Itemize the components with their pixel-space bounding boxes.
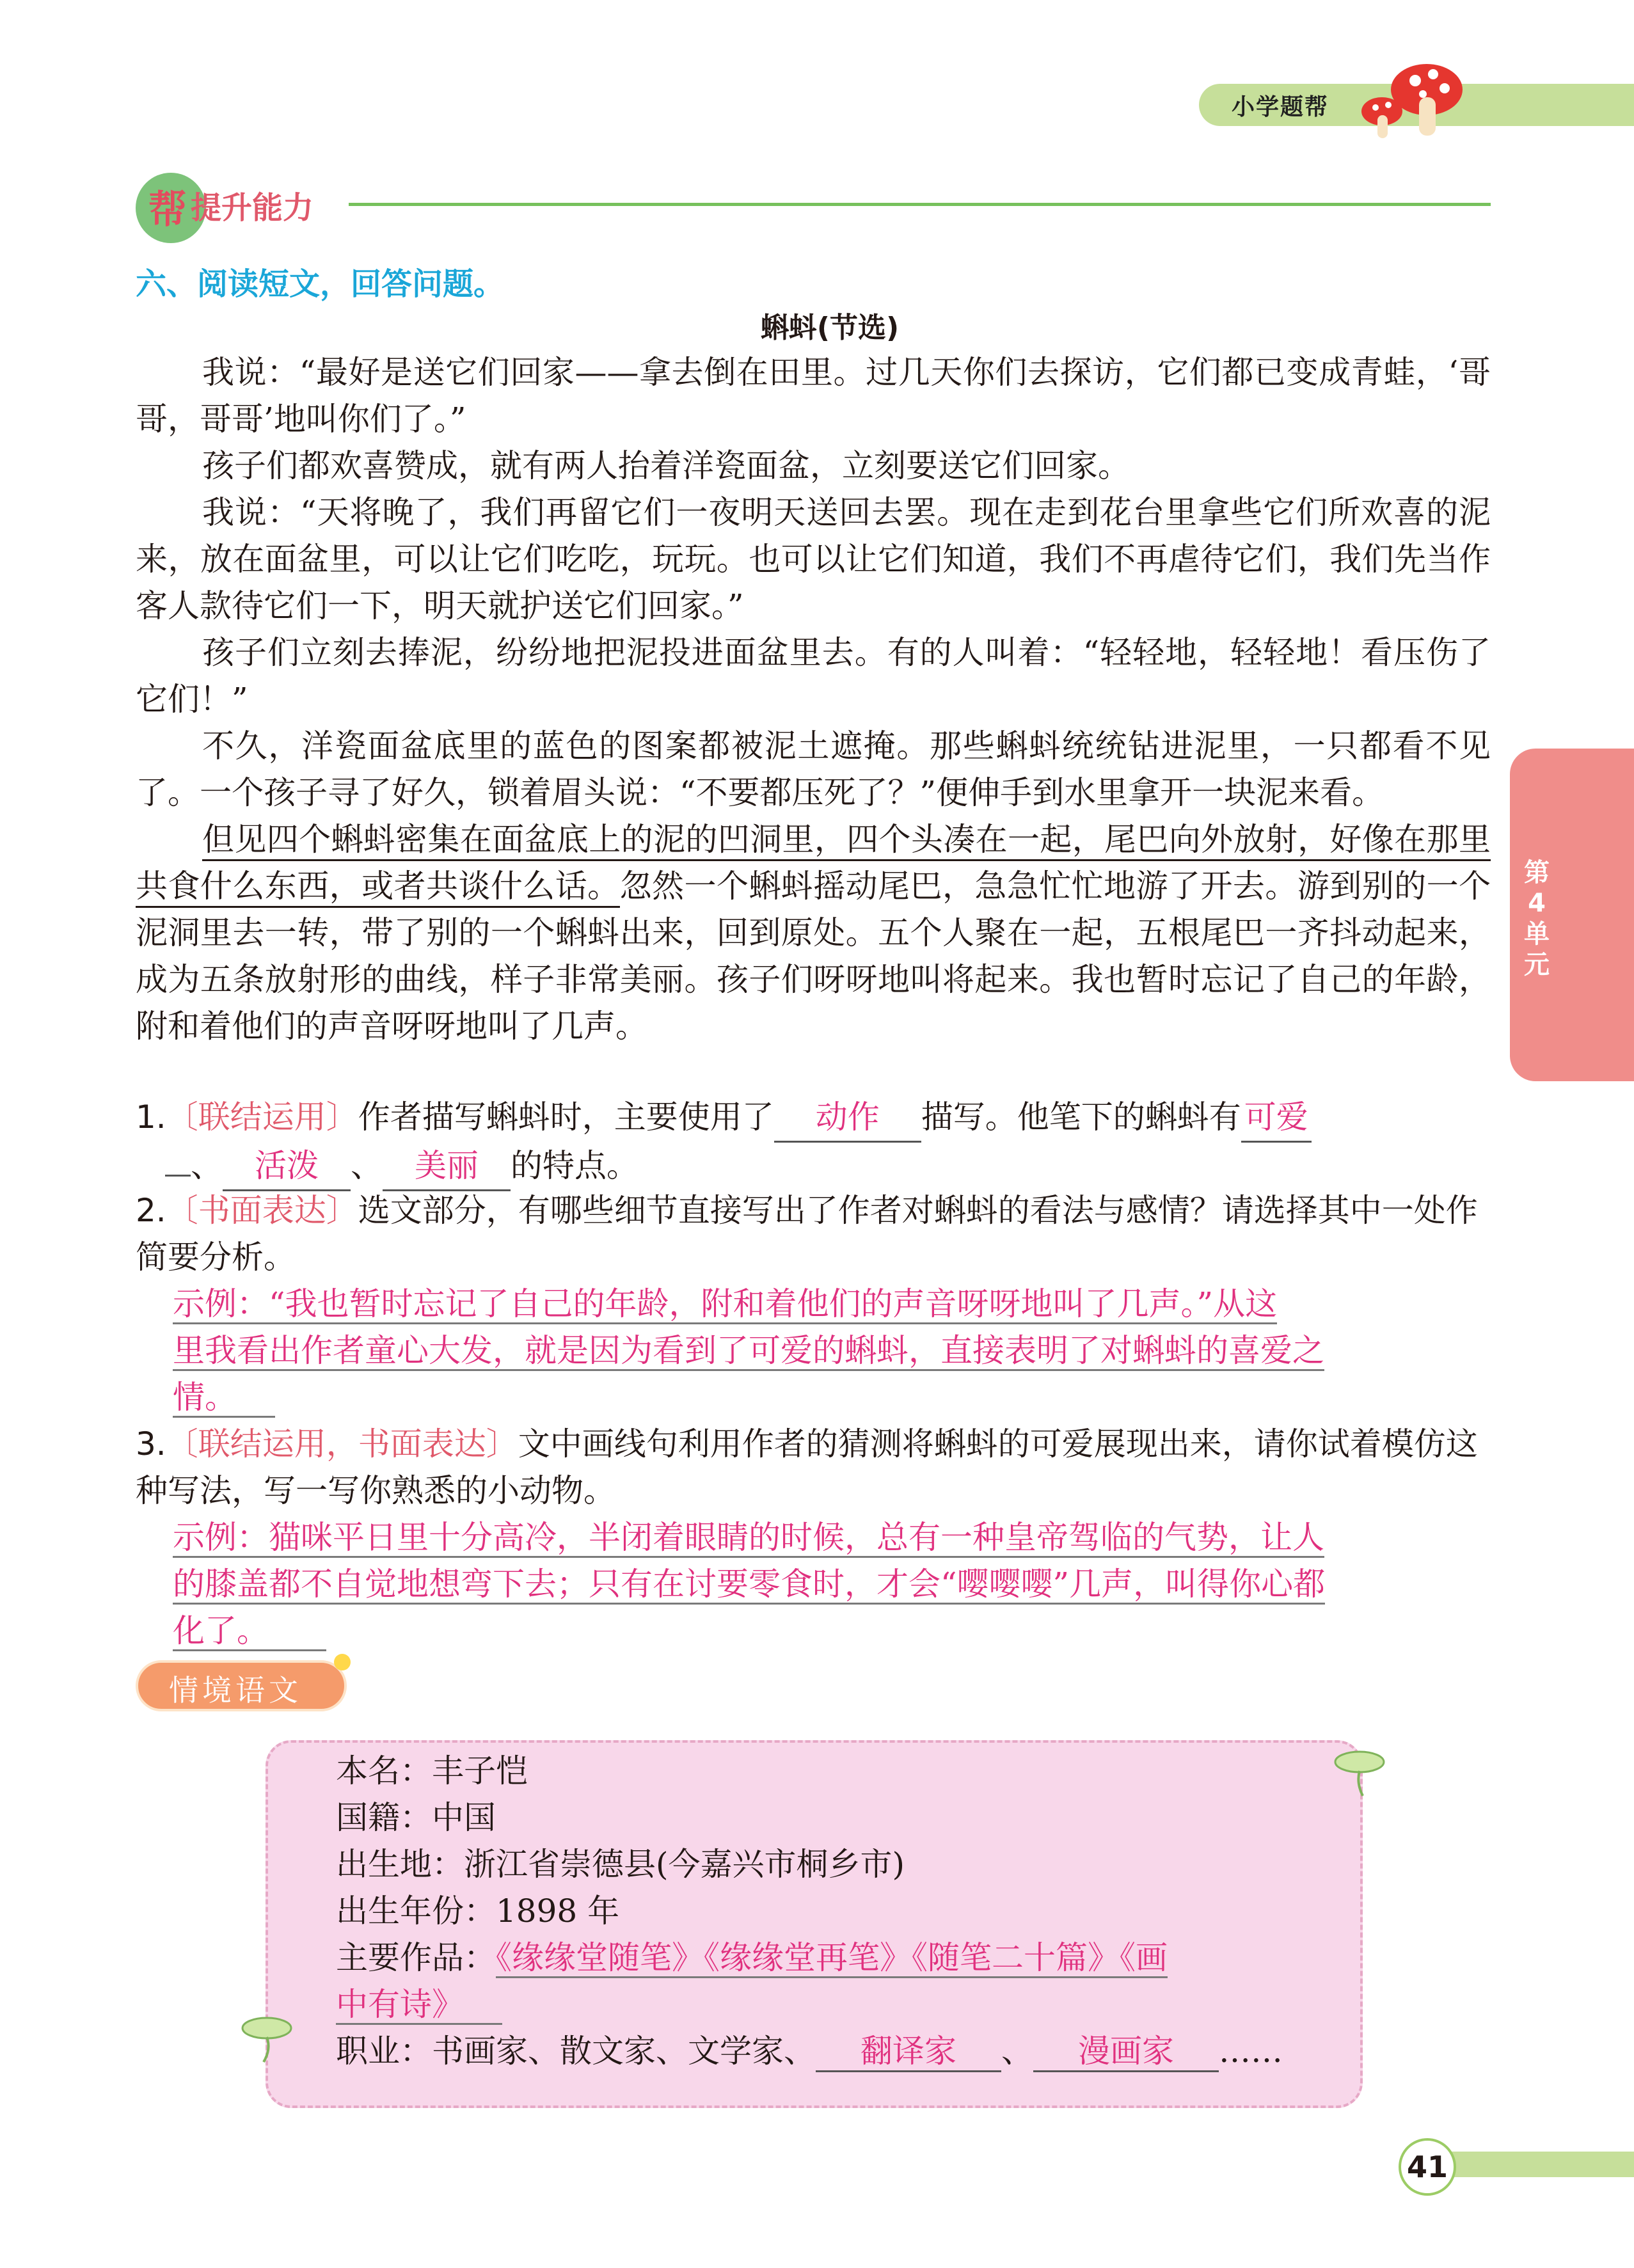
question-text: 的特点。 [511, 1147, 639, 1184]
underlined-sentence: 但见四个蝌蚪密集在面盆底上的泥的凹洞里，四个头凑在一起，尾巴向外放射，好像在那里共食什么东西，或者共谈什么话。 [136, 821, 1491, 908]
info-birthyear: 出生年份：1898 年 [336, 1892, 620, 1930]
question-1 [136, 1094, 1491, 1191]
separator: 、 [1001, 2033, 1033, 2070]
answer-text: 示例：猫咪平日里十分高冷，半闭着眼睛的时候，总有一种皇帝驾临的气势，让人 [173, 1519, 1324, 1558]
separator: 、 [191, 1147, 223, 1184]
mushroom-icon [1356, 59, 1465, 142]
star-icon [334, 1654, 351, 1670]
answer-blank: 动作 [774, 1094, 921, 1143]
answer-blank-continuation [165, 1175, 191, 1177]
question-text: 作者描写蝌蚪时，主要使用了 [358, 1098, 774, 1136]
info-label: 职业：书画家、散文家、文学家、 [336, 2033, 816, 2070]
answer-line [173, 1281, 1491, 1328]
section-badge-text: 帮 [148, 187, 187, 232]
question-number: 3. [136, 1425, 166, 1463]
answer-blank: 可爱 [1241, 1094, 1312, 1143]
answer-blank: 活泼 [223, 1143, 351, 1191]
info-label: 主要作品： [336, 1939, 496, 1976]
passage-body [136, 349, 1491, 1050]
answer-line [173, 1374, 1491, 1421]
answer-text: 中有诗》 [336, 1986, 502, 2025]
question-number: 2. [136, 1192, 166, 1229]
answer-line [173, 1608, 1491, 1654]
answer-text: 化了。 [173, 1612, 326, 1651]
leaf-icon [238, 2014, 296, 2065]
scenario-badge-text: 情境语文 [169, 1673, 302, 1708]
question-text: 描写。他笔下的蝌蚪有 [921, 1098, 1241, 1136]
question-tag: 〔书面表达〕 [166, 1192, 358, 1229]
passage-text: 忽然一个蝌蚪摇动尾巴，急急忙忙地游了开去。游到别的一个泥洞里去一转，带了别的一个蝌蚪出来，回到原处。五个人聚在一起，五根尾巴一齐抖动起来，成为五条放射形的曲线，样子非常美丽。孩子们呀呀地叫将起来。我也暂时忘记了自己的年龄，附和着他们的声音呀呀地叫了几声。 [136, 868, 1491, 1045]
passage-paragraph: 我说：“天将晚了，我们再留它们一夜明天送回去罢。现在走到花台里拿些它们所欢喜的泥来，放在面盆里，可以让它们吃吃，玩玩。也可以让它们知道，我们不再虐待它们，我们先当作客人款待它们一下，明天就护送它们回家。” [136, 494, 1491, 624]
passage-paragraph: 不久，洋瓷面盆底里的蓝色的图案都被泥土遮掩。那些蝌蚪统统钻进泥里，一只都看不见了。一个孩子寻了好久，锁着眉头说：“不要都压死了？”便伸手到水里拿开一块泥来看。 [136, 727, 1491, 811]
passage-paragraph: 孩子们都欢喜赞成，就有两人抬着洋瓷面盆，立刻要送它们回家。 [202, 447, 1130, 484]
question-heading: 六、阅读短文，回答问题。 [136, 266, 505, 302]
unit-label: 第4单元 [1524, 858, 1550, 979]
footer-bar [1428, 2152, 1634, 2177]
page-number: 41 [1399, 2138, 1456, 2196]
separator: 、 [351, 1147, 383, 1184]
question-text: 选文部分，有哪些细节直接写出了作者对蝌蚪的看法与感情？请选择其中一处作简要分析。 [136, 1192, 1478, 1276]
answer-text: 《缘缘堂随笔》《缘缘堂再笔》《随笔二十篇》《画 [496, 1939, 1168, 1978]
passage-title: 蝌蚪(节选) [760, 312, 900, 344]
info-name: 本名：丰子恺 [336, 1752, 528, 1789]
info-occupation [336, 2032, 1283, 2072]
question-3 [136, 1421, 1491, 1514]
brand-name: 小学题帮 [1232, 94, 1329, 120]
answer-line [173, 1561, 1491, 1608]
answer-blank: 翻译家 [816, 2032, 1001, 2072]
answer-text: 示例：“我也暂时忘记了自己的年龄，附和着他们的声音呀呀地叫了几声。”从这 [173, 1285, 1277, 1324]
info-nationality: 国籍：中国 [336, 1799, 496, 1836]
question-tag: 〔联结运用〕 [166, 1098, 358, 1136]
passage-paragraph: 我说：“最好是送它们回家——拿去倒在田里。过几天你们去探访，它们都已变成青蛙，‘哥哥，哥哥’地叫你们了。” [136, 354, 1491, 438]
answer-blank: 漫画家 [1033, 2032, 1219, 2072]
question-tag: 〔联结运用，书面表达〕 [166, 1425, 518, 1463]
passage-paragraph [136, 816, 1491, 1050]
ellipsis: …… [1219, 2033, 1283, 2070]
answer-line [173, 1514, 1491, 1561]
question-text: 文中画线句利用作者的猜测将蝌蚪的可爱展现出来，请你试着模仿这种写法，写一写你熟悉的小动物。 [136, 1425, 1478, 1509]
info-works-cont [336, 1985, 502, 2024]
answer-text: 里我看出作者童心大发，就是因为看到了可爱的蝌蚪，直接表明了对蝌蚪的喜爱之 [173, 1332, 1324, 1371]
answer-text: 的膝盖都不自觉地想弯下去；只有在讨要零食时，才会“嘤嘤嘤”几声，叫得你心都 [173, 1566, 1325, 1605]
passage-paragraph: 孩子们立刻去捧泥，纷纷地把泥投进面盆里去。有的人叫着：“轻轻地，轻轻地！看压伤了它们！” [136, 634, 1491, 718]
question-number: 1. [136, 1098, 166, 1136]
leaf-icon [1331, 1748, 1388, 1799]
info-works [336, 1939, 1168, 1977]
section-title: 提升能力 [191, 190, 314, 226]
section-divider [349, 203, 1491, 206]
answer-text: 情。 [173, 1379, 275, 1418]
answer-blank: 美丽 [383, 1143, 511, 1191]
answer-line [173, 1328, 1491, 1374]
info-birthplace: 出生地：浙江省崇德县(今嘉兴市桐乡市) [336, 1846, 905, 1883]
question-2 [136, 1187, 1491, 1281]
